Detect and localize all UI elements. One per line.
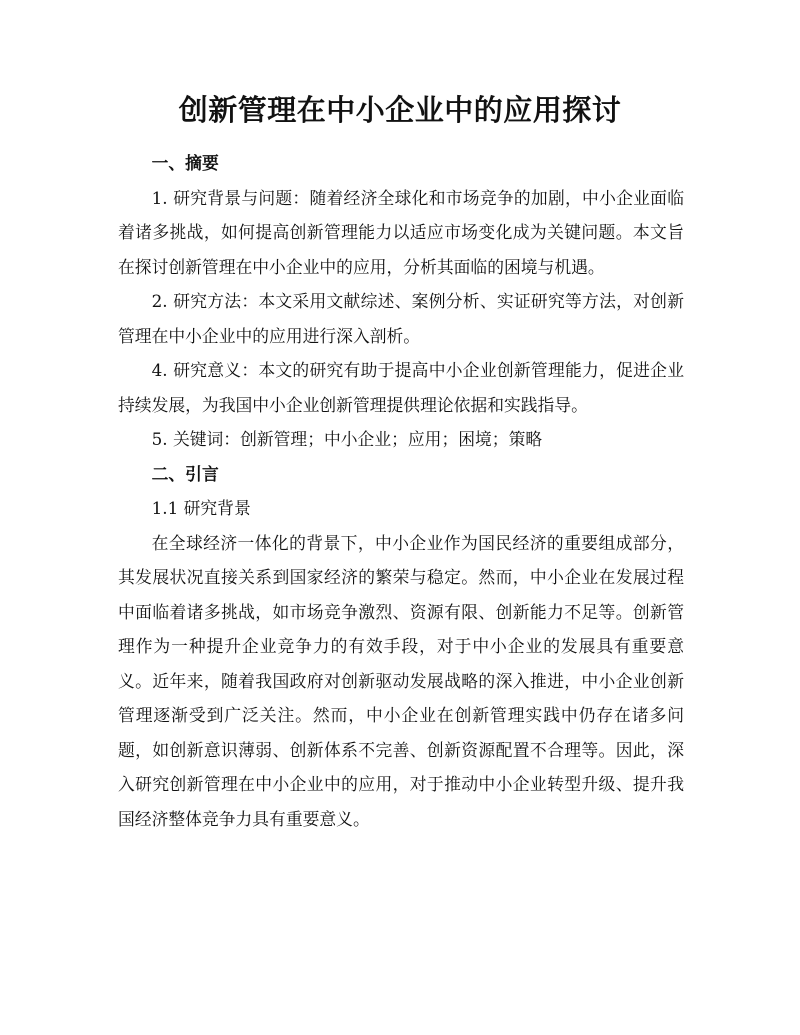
section-heading-abstract: 一、摘要: [151, 153, 219, 173]
abstract-paragraph-significance: 4. 研究意义：本文的研究有助于提高中小企业创新管理能力，促进企业持续发展，为我国中小企业创新管理提供理论依据和实践指导。: [118, 360, 684, 415]
introduction-paragraph: 在全球经济一体化的背景下，中小企业作为国民经济的重要组成部分，其发展状况直接关系到国家经济的繁荣与稳定。然而，中小企业在发展过程中面临着诸多挑战，如市场竞争激烈、资源有限、创新能力不足等。创新管理作为一种提升企业竞争力的有效手段，对于中小企业的发展具有重要意义。近年来，随着我国政府对创新驱动发展战略的深入推进，中小企业创新管理逐渐受到广泛关注。然而，中小企业在创新管理实践中仍存在诸多问题，如创新意识薄弱、创新体系不完善、创新资源配置不合理等。因此，深入研究创新管理在中小企业中的应用，对于推动中小企业转型升级、提升我国经济整体竞争力具有重要意义。: [118, 532, 684, 829]
document-title: 创新管理在中小企业中的应用探讨: [178, 93, 622, 127]
abstract-paragraph-method: 2. 研究方法：本文采用文献综述、案例分析、实证研究等方法，对创新管理在中小企业中的应用进行深入剖析。: [118, 291, 684, 346]
document-body: [118, 146, 684, 836]
abstract-paragraph-keywords: 5. 关键词：创新管理；中小企业；应用；困境；策略: [151, 429, 543, 449]
abstract-paragraph-background: 1. 研究背景与问题：随着经济全球化和市场竞争的加剧，中小企业面临着诸多挑战，如何提高创新管理能力以适应市场变化成为关键问题。本文旨在探讨创新管理在中小企业中的应用，分析其面临的困境与机遇。: [118, 187, 684, 277]
section-heading-introduction: 二、引言: [151, 463, 219, 484]
subsection-heading-background: 1.1 研究背景: [151, 498, 251, 518]
